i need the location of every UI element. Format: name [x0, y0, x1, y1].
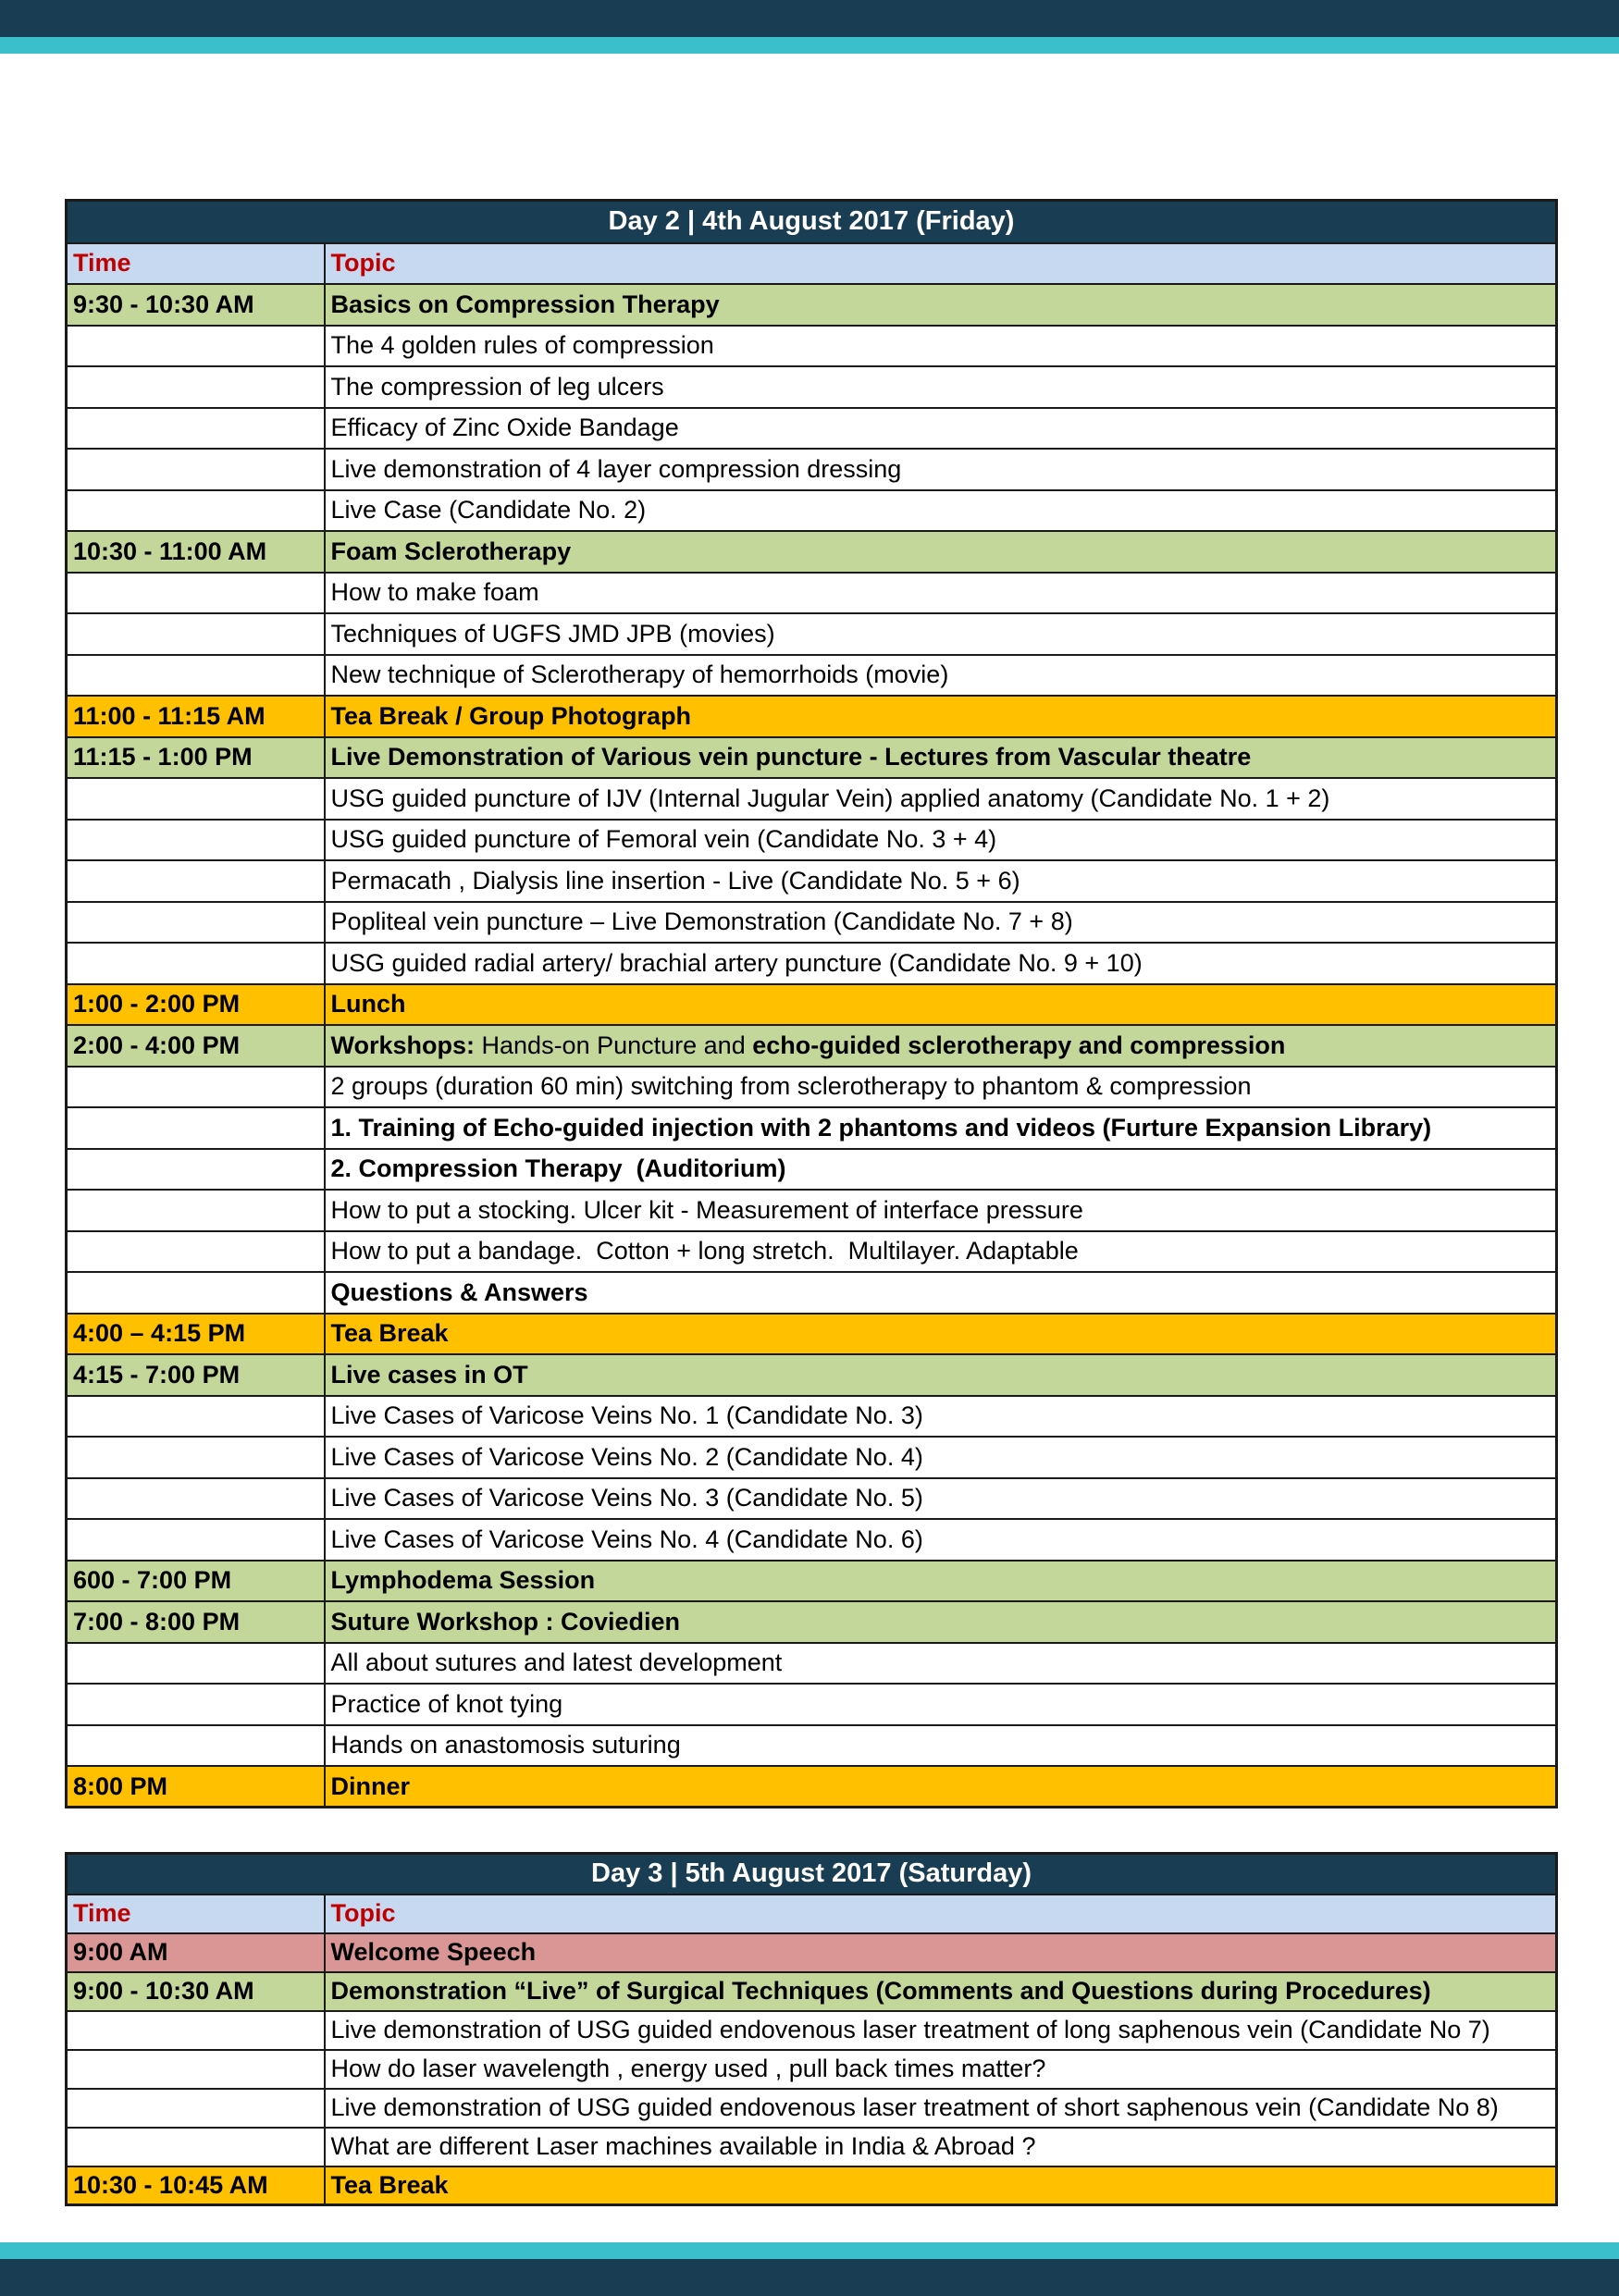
topic-cell: Lymphodema Session	[325, 1561, 1557, 1602]
topic-cell: The 4 golden rules of compression	[325, 326, 1557, 367]
time-cell	[67, 449, 325, 490]
table-row	[67, 778, 1557, 820]
bottom-dark-band	[0, 2259, 1619, 2296]
table-row	[67, 2050, 1557, 2089]
time-cell	[67, 366, 325, 408]
time-cell	[67, 490, 325, 532]
time-cell: 11:15 - 1:00 PM	[67, 737, 325, 779]
time-cell: 7:00 - 8:00 PM	[67, 1601, 325, 1643]
time-cell	[67, 1725, 325, 1767]
time-cell	[67, 1396, 325, 1438]
time-cell: 1:00 - 2:00 PM	[67, 984, 325, 1026]
session-row	[67, 737, 1557, 779]
session-row	[67, 1025, 1557, 1067]
topic-cell: Practice of knot tying	[325, 1684, 1557, 1725]
time-cell: 600 - 7:00 PM	[67, 1561, 325, 1602]
table-row	[67, 1725, 1557, 1767]
welcome-row	[67, 1933, 1557, 1972]
time-cell	[67, 1149, 325, 1191]
topic-cell: 2. Compression Therapy (Auditorium)	[325, 1149, 1557, 1191]
time-cell: 10:30 - 11:00 AM	[67, 531, 325, 573]
time-cell	[67, 943, 325, 984]
topic-cell: Live Cases of Varicose Veins No. 2 (Candidate No. 4)	[325, 1437, 1557, 1478]
topic-part-bold: echo-guided sclerotherapy and compression	[752, 1031, 1286, 1059]
table-row	[67, 943, 1557, 984]
topic-cell: Lunch	[325, 984, 1557, 1026]
time-column-header: Time	[67, 243, 325, 285]
table-row	[67, 490, 1557, 532]
time-cell: 8:00 PM	[67, 1766, 325, 1808]
day3-title: Day 3 | 5th August 2017 (Saturday)	[67, 1854, 1557, 1895]
topic-cell: How do laser wavelength , energy used , pull back times matter?	[325, 2050, 1557, 2089]
time-cell	[67, 2128, 325, 2166]
time-cell	[67, 573, 325, 614]
table-row	[67, 820, 1557, 861]
time-cell	[67, 2011, 325, 2050]
session-row	[67, 1354, 1557, 1396]
topic-cell: Live Cases of Varicose Veins No. 1 (Candidate No. 3)	[325, 1396, 1557, 1438]
top-dark-band	[0, 0, 1619, 37]
topic-cell: Live demonstration of USG guided endovenous laser treatment of long saphenous vein (Candidate No 7)	[325, 2011, 1557, 2050]
table-row	[67, 1396, 1557, 1438]
break-row	[67, 984, 1557, 1026]
time-cell	[67, 326, 325, 367]
table-row	[67, 902, 1557, 944]
topic-cell: Efficacy of Zinc Oxide Bandage	[325, 408, 1557, 450]
topic-cell: Questions & Answers	[325, 1272, 1557, 1314]
break-row	[67, 696, 1557, 737]
time-cell	[67, 1067, 325, 1108]
table-row	[67, 655, 1557, 697]
topic-cell: Tea Break	[325, 2166, 1557, 2205]
topic-cell: Live Demonstration of Various vein puncture - Lectures from Vascular theatre	[325, 737, 1557, 779]
topic-cell: How to put a stocking. Ulcer kit - Measurement of interface pressure	[325, 1190, 1557, 1231]
topic-cell: Suture Workshop : Coviedien	[325, 1601, 1557, 1643]
topic-cell: Tea Break / Group Photograph	[325, 696, 1557, 737]
table-row	[67, 1684, 1557, 1725]
topic-cell: How to make foam	[325, 573, 1557, 614]
time-cell	[67, 820, 325, 861]
topic-cell: Welcome Speech	[325, 1933, 1557, 1972]
table-row	[67, 613, 1557, 655]
topic-cell: Foam Sclerotherapy	[325, 531, 1557, 573]
table-row	[67, 1437, 1557, 1478]
time-cell: 9:00 - 10:30 AM	[67, 1972, 325, 2011]
time-cell	[67, 1684, 325, 1725]
topic-cell: USG guided puncture of Femoral vein (Candidate No. 3 + 4)	[325, 820, 1557, 861]
table-row	[67, 2011, 1557, 2050]
session-row	[67, 1561, 1557, 1602]
topic-cell: Permacath , Dialysis line insertion - Live (Candidate No. 5 + 6)	[325, 860, 1557, 902]
top-teal-band	[0, 37, 1619, 54]
table-row	[67, 1272, 1557, 1314]
time-cell	[67, 860, 325, 902]
topic-cell: USG guided puncture of IJV (Internal Jugular Vein) applied anatomy (Candidate No. 1 + 2)	[325, 778, 1557, 820]
time-cell: 10:30 - 10:45 AM	[67, 2166, 325, 2205]
table-row	[67, 1107, 1557, 1149]
topic-cell: Basics on Compression Therapy	[325, 284, 1557, 326]
session-row	[67, 1601, 1557, 1643]
topic-cell: Hands on anastomosis suturing	[325, 1725, 1557, 1767]
day3-schedule-table	[65, 1852, 1558, 2206]
topic-cell: Live demonstration of 4 layer compression dressing	[325, 449, 1557, 490]
topic-cell: Live Cases of Varicose Veins No. 4 (Candidate No. 6)	[325, 1519, 1557, 1561]
topic-cell: Dinner	[325, 1766, 1557, 1808]
table-row	[67, 326, 1557, 367]
topic-cell: Live demonstration of USG guided endovenous laser treatment of short saphenous vein (Candidate No 8)	[325, 2089, 1557, 2128]
day3-title-row	[67, 1854, 1557, 1895]
time-cell	[67, 1519, 325, 1561]
topic-cell: Tea Break	[325, 1314, 1557, 1355]
time-cell	[67, 1478, 325, 1520]
time-cell	[67, 2089, 325, 2128]
topic-cell: Live Cases of Varicose Veins No. 3 (Candidate No. 5)	[325, 1478, 1557, 1520]
time-column-header: Time	[67, 1895, 325, 1933]
table-row	[67, 1067, 1557, 1108]
day2-schedule-table	[65, 199, 1558, 1808]
topic-cell: 2 groups (duration 60 min) switching from sclerotherapy to phantom & compression	[325, 1067, 1557, 1108]
table-row	[67, 1231, 1557, 1273]
time-cell	[67, 1272, 325, 1314]
time-cell	[67, 2050, 325, 2089]
table-row	[67, 449, 1557, 490]
time-cell	[67, 1437, 325, 1478]
table-row	[67, 2089, 1557, 2128]
table-row	[67, 1643, 1557, 1685]
time-cell	[67, 408, 325, 450]
topic-cell: The compression of leg ulcers	[325, 366, 1557, 408]
table-row	[67, 366, 1557, 408]
time-cell	[67, 902, 325, 944]
day2-header-row	[67, 243, 1557, 285]
bottom-teal-band	[0, 2242, 1619, 2259]
topic-part-bold: Workshops:	[330, 1031, 476, 1059]
table-row	[67, 1519, 1557, 1561]
time-cell: 9:30 - 10:30 AM	[67, 284, 325, 326]
time-cell	[67, 1107, 325, 1149]
break-row	[67, 1314, 1557, 1355]
topic-column-header: Topic	[325, 243, 1557, 285]
topic-cell: New technique of Sclerotherapy of hemorrhoids (movie)	[325, 655, 1557, 697]
topic-column-header: Topic	[325, 1895, 1557, 1933]
session-row	[67, 284, 1557, 326]
topic-cell: Live Case (Candidate No. 2)	[325, 490, 1557, 532]
topic-cell: All about sutures and latest development	[325, 1643, 1557, 1685]
time-cell	[67, 1643, 325, 1685]
table-row	[67, 1149, 1557, 1191]
topic-cell: USG guided radial artery/ brachial artery puncture (Candidate No. 9 + 10)	[325, 943, 1557, 984]
table-row	[67, 408, 1557, 450]
table-row	[67, 573, 1557, 614]
time-cell: 2:00 - 4:00 PM	[67, 1025, 325, 1067]
time-cell	[67, 778, 325, 820]
time-cell	[67, 613, 325, 655]
time-cell	[67, 1231, 325, 1273]
time-cell: 4:00 – 4:15 PM	[67, 1314, 325, 1355]
time-cell	[67, 1190, 325, 1231]
time-cell: 9:00 AM	[67, 1933, 325, 1972]
table-row	[67, 860, 1557, 902]
topic-cell: Demonstration “Live” of Surgical Techniques (Comments and Questions during Procedures)	[325, 1972, 1557, 2011]
time-cell	[67, 655, 325, 697]
topic-cell: 1. Training of Echo-guided injection with 2 phantoms and videos (Furture Expansion Library)	[325, 1107, 1557, 1149]
topic-cell: What are different Laser machines available in India & Abroad ?	[325, 2128, 1557, 2166]
day2-title-row	[67, 201, 1557, 243]
session-row	[67, 1972, 1557, 2011]
day3-header-row	[67, 1895, 1557, 1933]
break-row	[67, 2166, 1557, 2205]
session-row	[67, 531, 1557, 573]
day2-title: Day 2 | 4th August 2017 (Friday)	[67, 201, 1557, 243]
time-cell: 11:00 - 11:15 AM	[67, 696, 325, 737]
topic-cell: Live cases in OT	[325, 1354, 1557, 1396]
topic-cell: How to put a bandage. Cotton + long stretch. Multilayer. Adaptable	[325, 1231, 1557, 1273]
topic-cell: Techniques of UGFS JMD JPB (movies)	[325, 613, 1557, 655]
break-row	[67, 1766, 1557, 1808]
topic-cell: Popliteal vein puncture – Live Demonstration (Candidate No. 7 + 8)	[325, 902, 1557, 944]
table-row	[67, 1478, 1557, 1520]
time-cell: 4:15 - 7:00 PM	[67, 1354, 325, 1396]
table-row	[67, 2128, 1557, 2166]
topic-part-regular: Hands-on Puncture and	[475, 1031, 753, 1059]
table-row	[67, 1190, 1557, 1231]
topic-cell	[325, 1025, 1557, 1067]
